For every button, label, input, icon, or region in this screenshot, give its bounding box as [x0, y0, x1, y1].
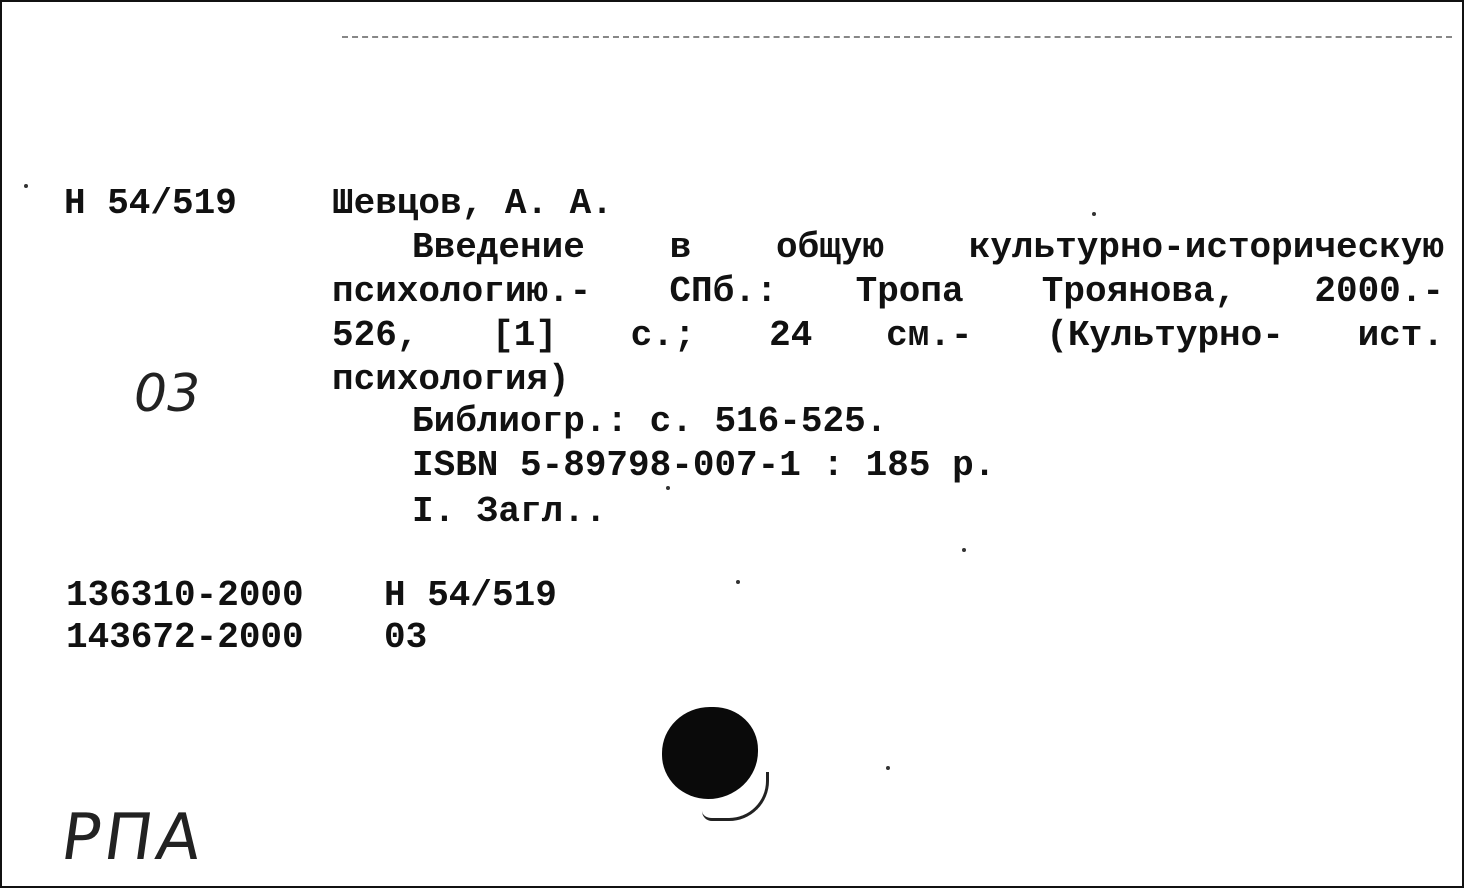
ink-smudge — [702, 772, 769, 821]
title-line-4: психология) — [332, 359, 570, 400]
added-entry: I. Загл.. — [412, 491, 607, 532]
speck — [962, 548, 966, 552]
speck — [666, 486, 670, 490]
shelf-mark: Н 54/519 — [64, 183, 237, 224]
top-divider-line — [342, 36, 1452, 38]
title-line-3: 526, [1] с.; 24 см.- (Культурно- ист. — [332, 315, 1444, 356]
title-line-2: психологию.- СПб.: Тропа Троянова, 2000.- — [332, 271, 1444, 312]
title-line-1: Введение в общую культурно-историческую — [412, 227, 1444, 268]
author-heading: Шевцов, А. А. — [332, 183, 613, 224]
inventory-number-1: 136310-2000 — [66, 575, 304, 616]
speck — [1092, 212, 1096, 216]
inventory-location-1: Н 54/519 — [384, 575, 557, 616]
bibliography-note: Библиогр.: с. 516-525. — [412, 401, 888, 442]
inventory-number-2: 143672-2000 — [66, 617, 304, 658]
speck — [24, 184, 28, 188]
speck — [736, 580, 740, 584]
speck — [886, 766, 890, 770]
handwritten-code: 03 — [134, 364, 201, 424]
inventory-location-2: 03 — [384, 617, 428, 658]
isbn-price: ISBN 5-89798-007-1 : 185 р. — [412, 445, 996, 486]
handwritten-stamp: РПА — [56, 801, 210, 875]
